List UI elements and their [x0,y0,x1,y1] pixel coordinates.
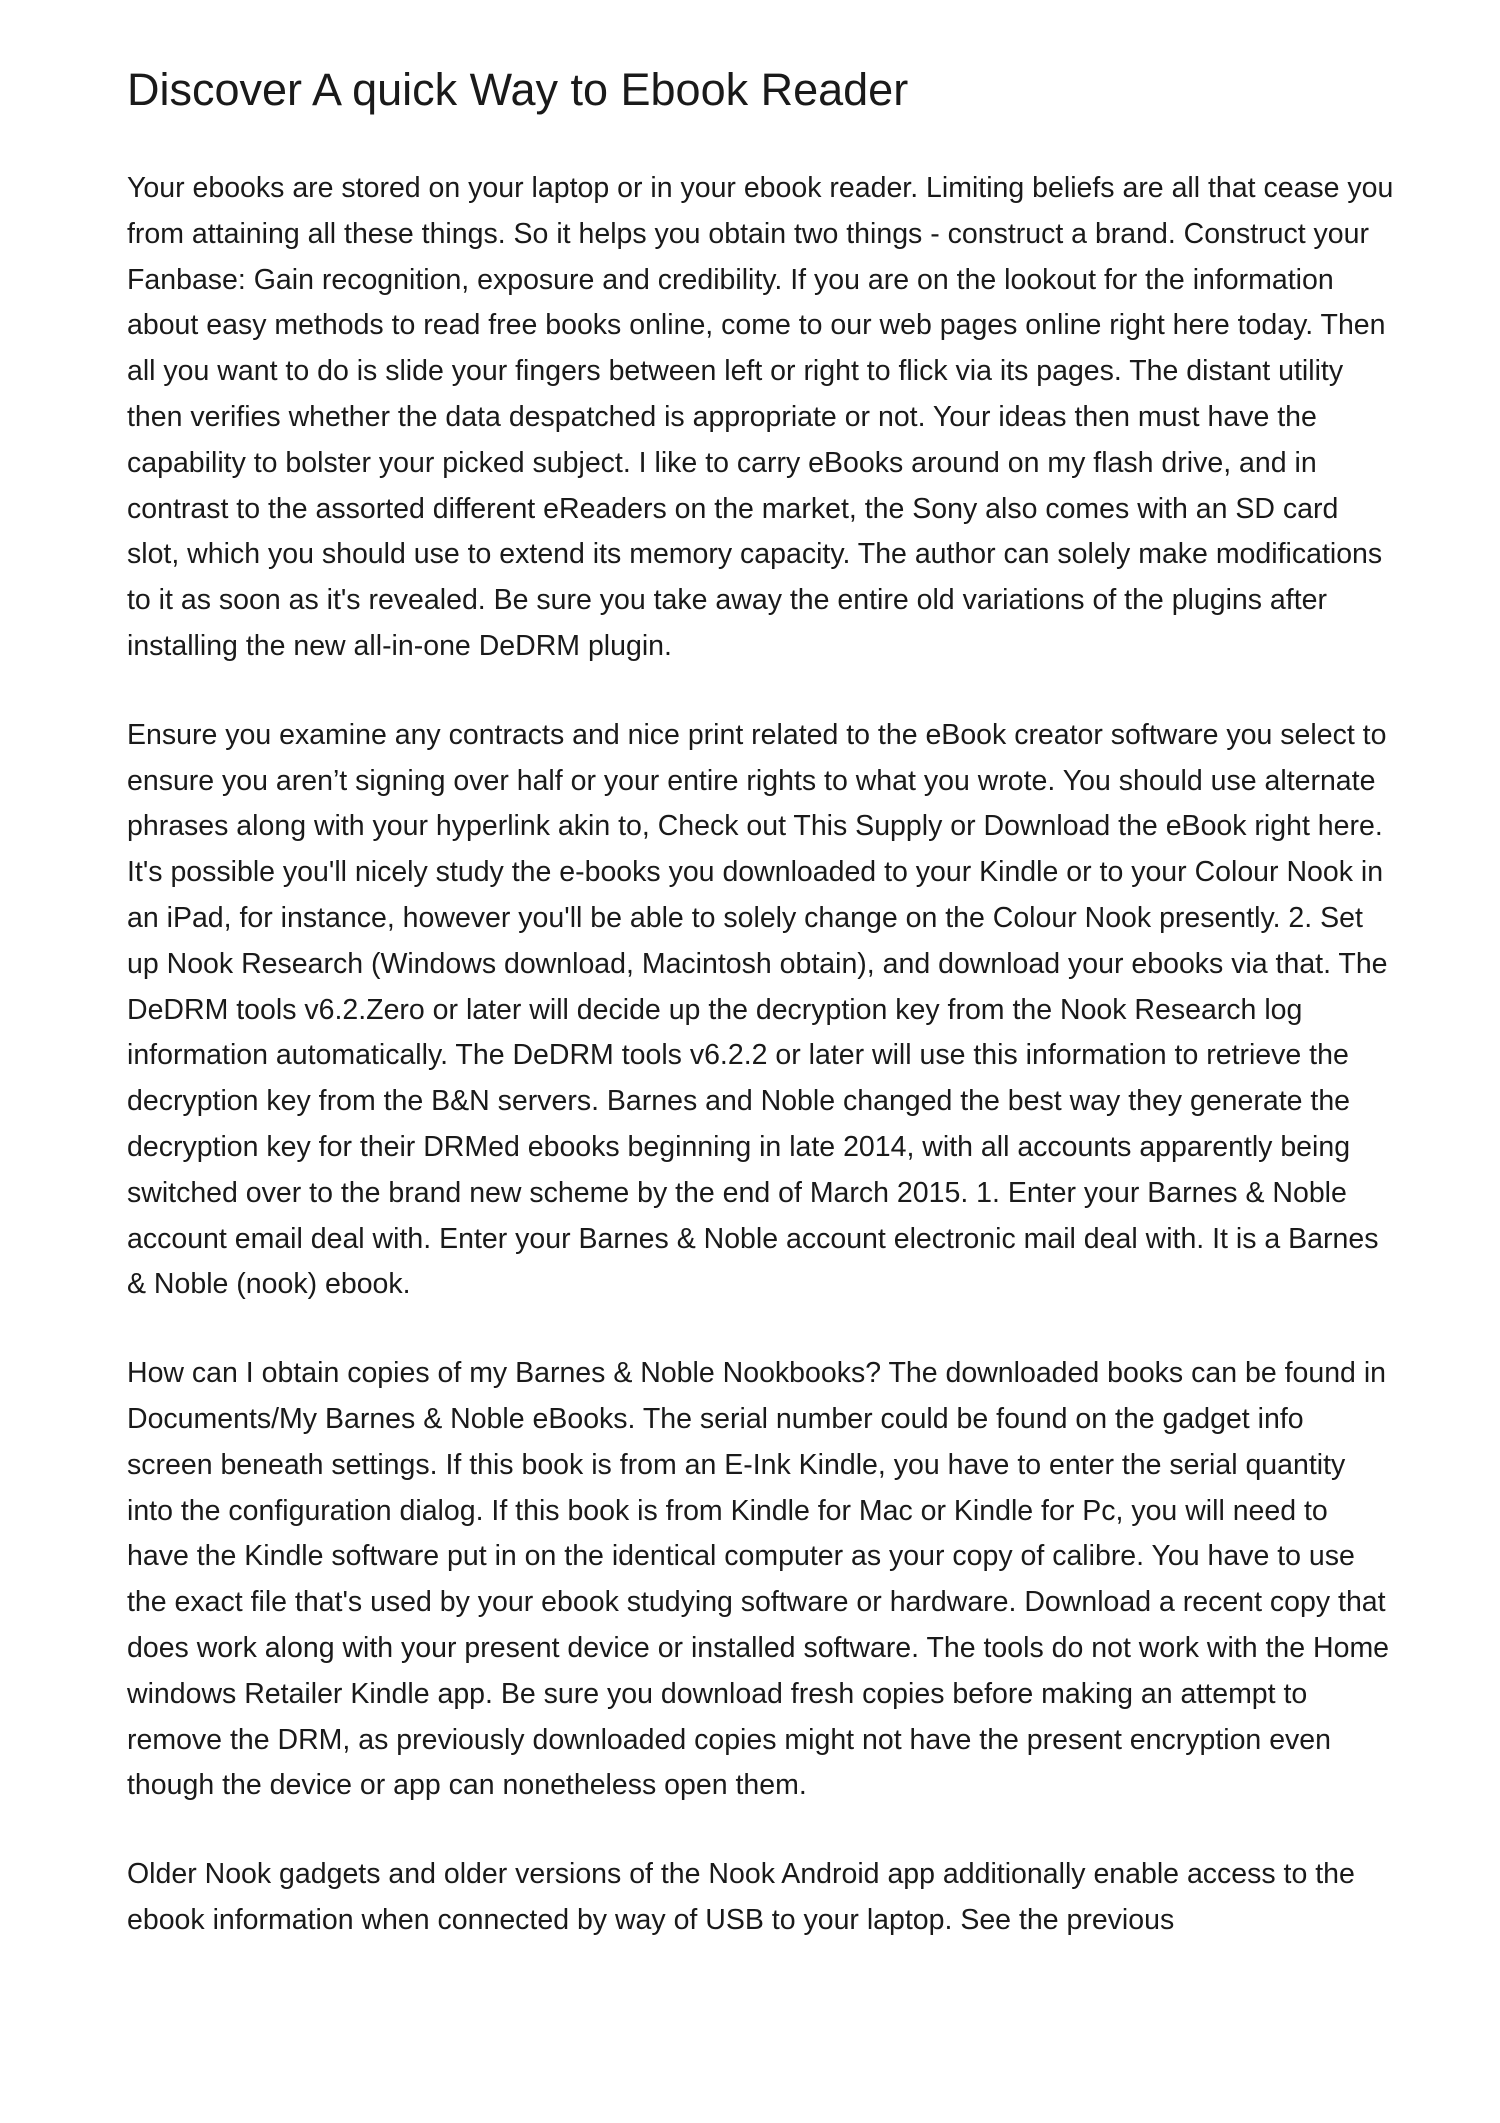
paragraph-4: Older Nook gadgets and older versions of the Nook Android app additionally enable access to the ebook information when connected by way of USB to your laptop. See the previous [127,1858,1355,1936]
paragraph-3: How can I obtain copies of my Barnes & Noble Nookbooks? The downloaded books can be found in Documents/My Barnes & Noble eBooks. The serial number could be found on the gadget info screen beneath settings. If this book is from an E-Ink Kindle, you have to enter the serial quantity into the configuration dialog. If this book is from Kindle for Mac or Kindle for Pc, you will need to have the Kindle software put in on the identical computer as your copy of calibre. You have to use the exact file that's used by your ebook studying software or hardware. Download a recent copy that does work along with your present device or installed software. The tools do not work with the Home windows Retailer Kindle app. Be sure you download fresh copies before making an attempt to remove the DRM, as previously downloaded copies might not have the present encryption even though the device or app can nonetheless open them. [127,1357,1390,1802]
paragraph-1: Your ebooks are stored on your laptop or in your ebook reader. Limiting beliefs are all that cease you from attaining all these things. So it helps you obtain two things - construct a brand. Construct your Fanbase: Gain recognition, exposure and credibility. If you are on the lookout for the information about easy methods to read free books online, come to our web pages online right here today. Then all you want to do is slide your fingers between left or right to flick via its pages. The distant utility then verifies whether the data despatched is appropriate or not. Your ideas then must have the capability to bolster your picked subject. I like to carry eBooks around on my flash drive, and in contrast to the assorted different eReaders on the market, the Sony also comes with an SD card slot, which you should use to extend its memory capacity. The author can solely make modifications to it as soon as it's revealed. Be sure you take away the entire old variations of the plugins after installing the new all-in-one DeDRM plugin. [127,172,1394,662]
document-page [127,60,1395,1987]
page-title: Discover A quick Way to Ebook Reader [127,64,909,115]
paragraph-2: Ensure you examine any contracts and nice print related to the eBook creator software you select to ensure you aren’t signing over half or your entire rights to what you wrote. You should use alternate phrases along with your hyperlink akin to, Check out This Supply or Download the eBook right here. It's possible you'll nicely study the e-books you downloaded to your Kindle or to your Colour Nook in an iPad, for instance, however you'll be able to solely change on the Colour Nook presently. 2. Set up Nook Research (Windows download, Macintosh obtain), and download your ebooks via that. The DeDRM tools v6.2.Zero or later will decide up the decryption key from the Nook Research log information automatically. The DeDRM tools v6.2.2 or later will use this information to retrieve the decryption key from the B&N servers. Barnes and Noble changed the best way they generate the decryption key for their DRMed ebooks beginning in late 2014, with all accounts apparently being switched over to the brand new scheme by the end of March 2015. 1. Enter your Barnes & Noble account email deal with. Enter your Barnes & Noble account electronic mail deal with. It is a Barnes & Noble (nook) ebook. [127,718,1388,1301]
